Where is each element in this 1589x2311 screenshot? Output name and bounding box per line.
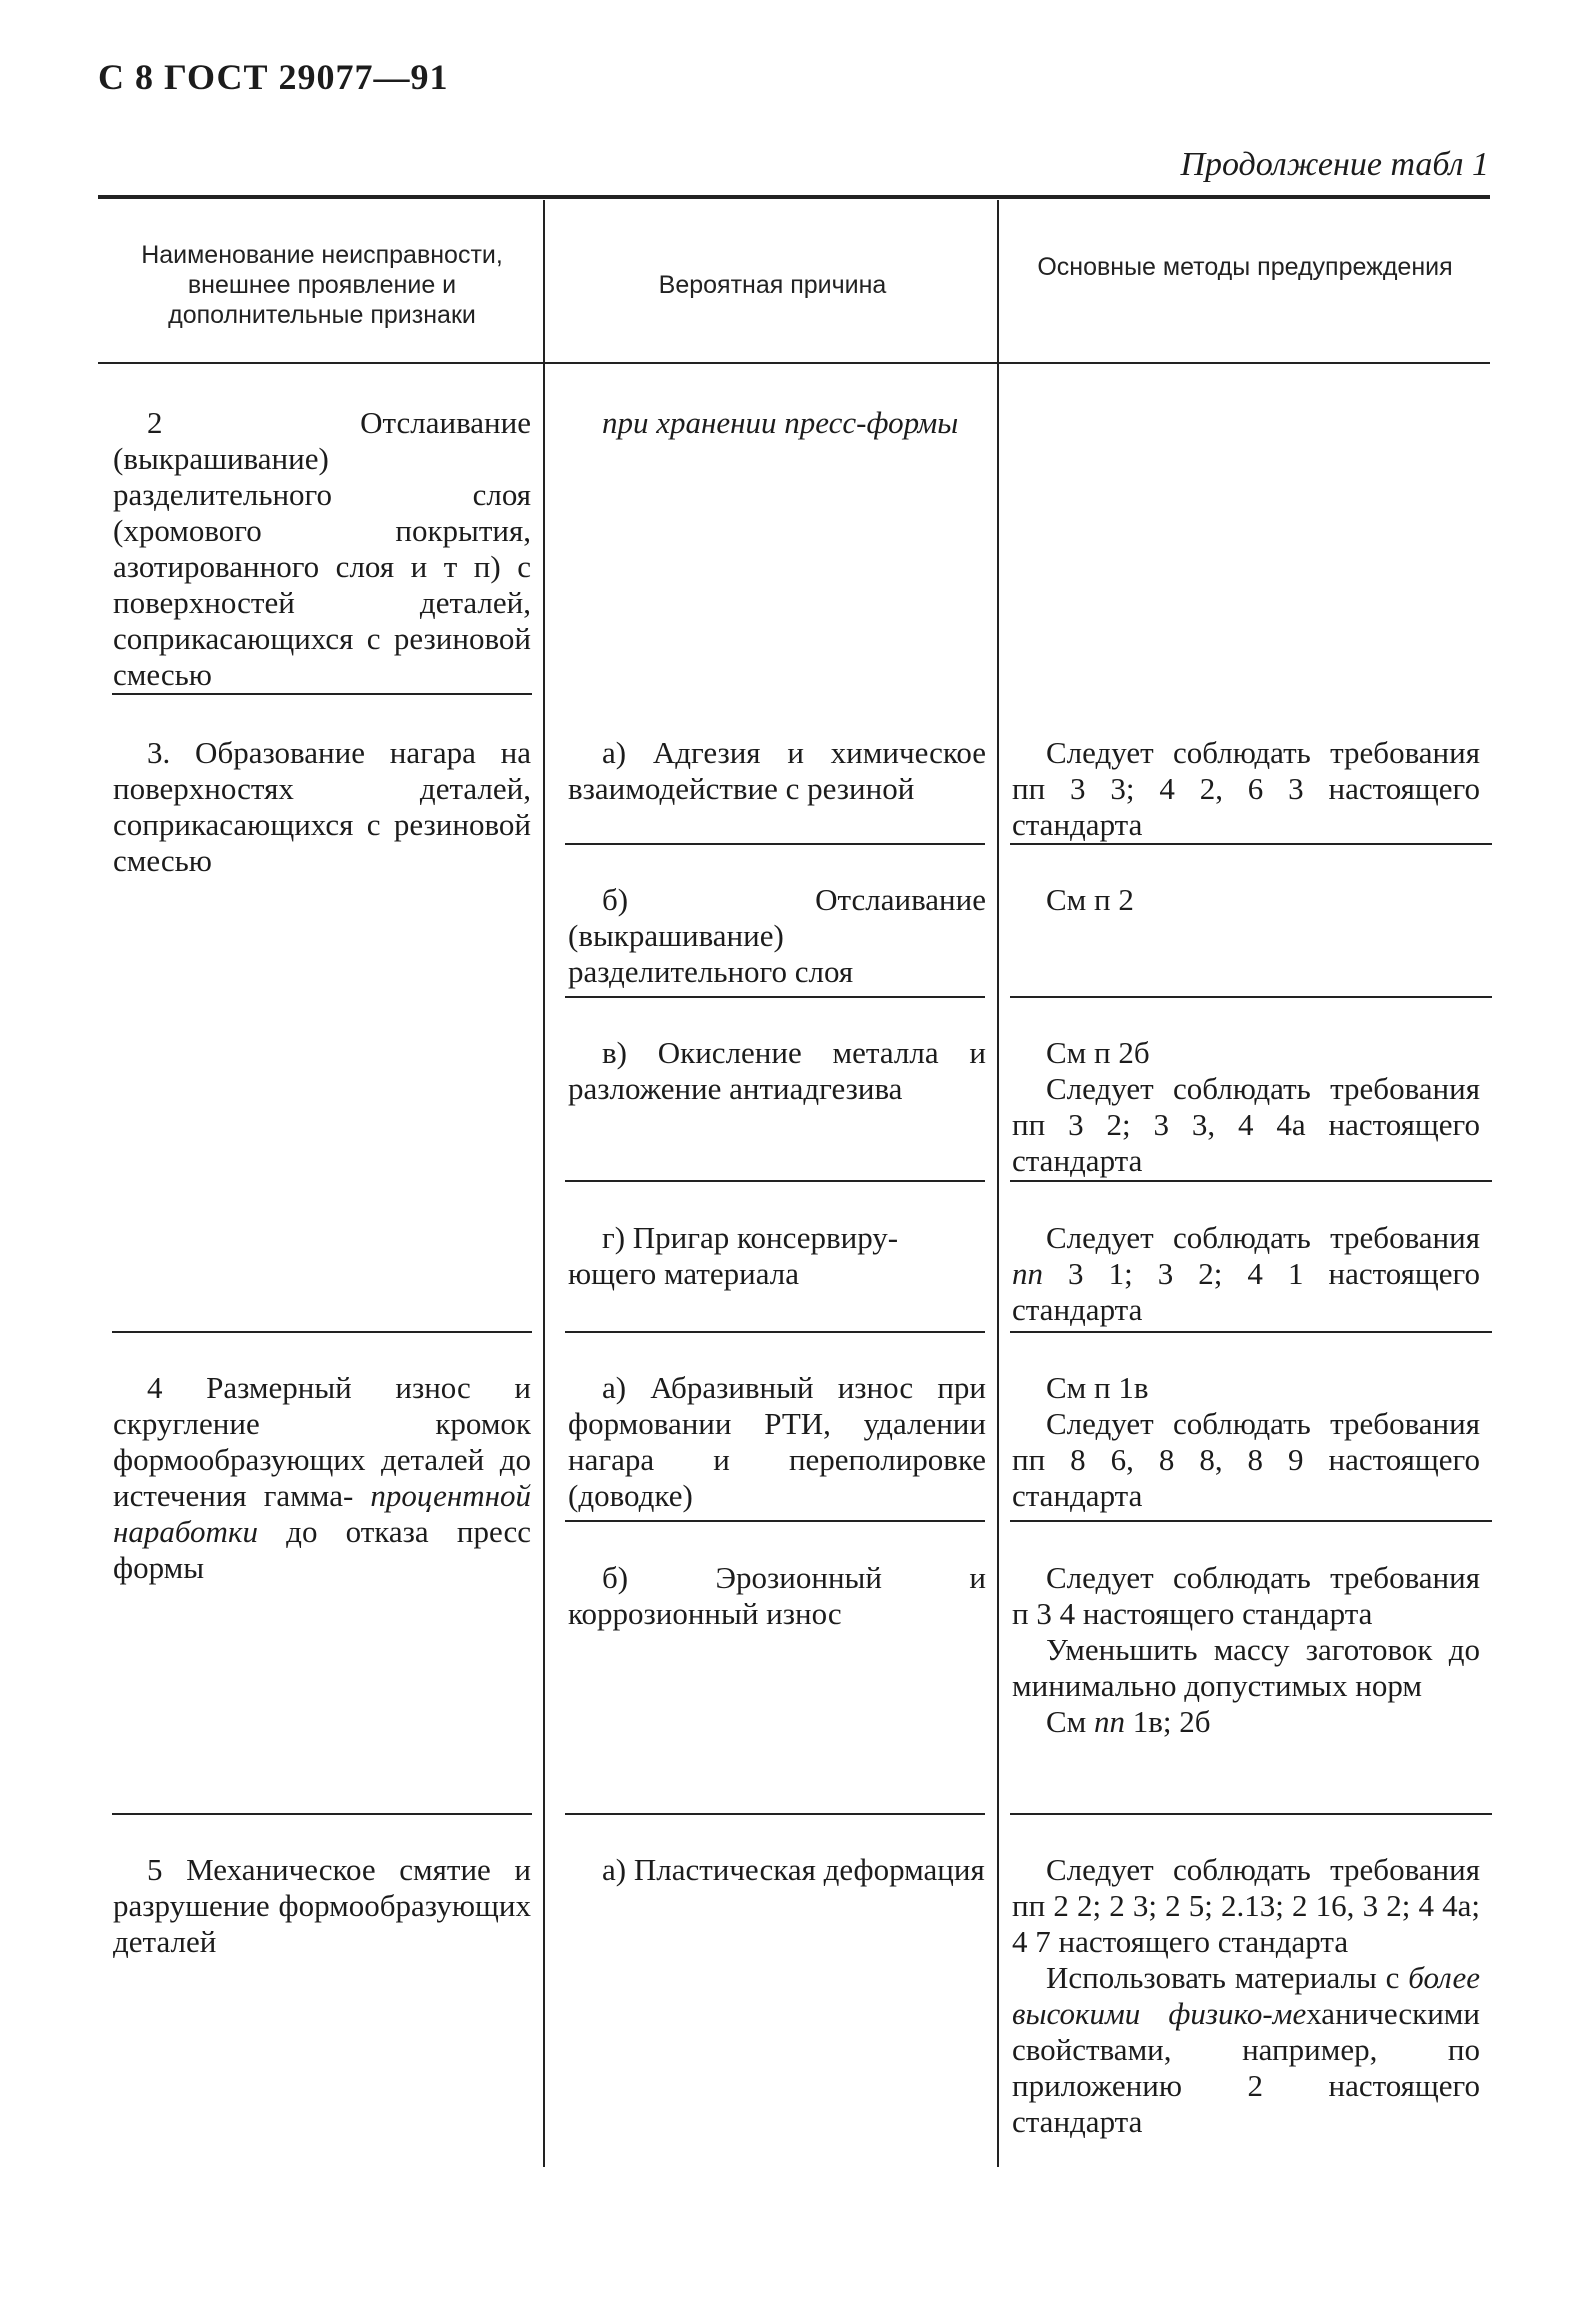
row3v-method-text: Следует соблюдать требования пп 3 2; 3 3, 4 4а настоящего стандарта bbox=[1012, 1071, 1480, 1178]
row3g-method-rule bbox=[1010, 1331, 1492, 1333]
row4b-cause bbox=[568, 1560, 986, 1632]
row4b-ref-it: пп bbox=[1094, 1704, 1126, 1739]
row4-fault-rule bbox=[112, 1813, 532, 1815]
row3v-cause-text: в) Окисление металла и разложение антиадгезива bbox=[568, 1035, 986, 1106]
row4a-cause bbox=[568, 1370, 986, 1514]
row3v-cause bbox=[568, 1035, 986, 1107]
row4-fault bbox=[113, 1370, 531, 1586]
row5-fault-text: 5 Механическое смятие и разрушение формообразующих деталей bbox=[113, 1852, 531, 1959]
row4b-cause-text: б) Эрозионный и коррозионный износ bbox=[568, 1560, 986, 1631]
row5a-cause bbox=[568, 1852, 986, 1888]
column-divider-1 bbox=[543, 200, 545, 2167]
table-continuation-label: Продолжение табл 1 bbox=[1180, 146, 1489, 183]
row3-fault-rule bbox=[112, 1331, 532, 1333]
row3g-cause-line1: г) Пригар консервиру- bbox=[602, 1220, 899, 1255]
row3-fault-text: 3. Образование нагара на поверхностях деталей, соприкасающихся с резиновой смесью bbox=[113, 735, 531, 878]
row3v-cause-rule bbox=[565, 1180, 985, 1182]
row4a-method-text: Следует соблюдать требования пп 8 6, 8 8, 8 9 настоящего стандарта bbox=[1012, 1406, 1480, 1513]
row5a-method2-pre: Использовать материалы с bbox=[1046, 1960, 1400, 1995]
table-top-rule bbox=[98, 195, 1490, 199]
column-divider-2 bbox=[997, 200, 999, 2167]
row3b-method bbox=[1012, 882, 1480, 918]
row3a-method-rule bbox=[1010, 843, 1492, 845]
row3g-cause bbox=[568, 1220, 986, 1292]
row3a-method-text: Следует соблюдать требования пп 3 3; 4 2, 6 3 настоящего стандарта bbox=[1012, 735, 1480, 842]
row5a-method2-post: ханическими свойствами, например, по приложению 2 настоящего стандарта bbox=[1012, 1996, 1480, 2139]
row4b-method-ref bbox=[1012, 1704, 1480, 1740]
page-header: С 8 ГОСТ 29077—91 bbox=[98, 57, 449, 97]
row5a-method bbox=[1012, 1852, 1480, 2140]
row3g-method bbox=[1012, 1220, 1480, 1328]
row4a-method-ref: См п 1в bbox=[1046, 1370, 1149, 1405]
row3g-method-text bbox=[1012, 1220, 1480, 1328]
row3g-method-pre: Следует соблюдать требования bbox=[1046, 1220, 1480, 1255]
row4a-cause-text: а) Абразивный износ при формовании РТИ, удалении нагара и переполировке (доводке) bbox=[568, 1370, 986, 1513]
row4-fault-pre: 4 Размерный износ и скругление кромок формообразующих деталей до истечения гамма- bbox=[113, 1370, 531, 1513]
row5a-cause-text: а) Пластическая деформация bbox=[602, 1852, 985, 1887]
row4a-cause-rule bbox=[565, 1520, 985, 1522]
row5-fault bbox=[113, 1852, 531, 1960]
row3b-cause bbox=[568, 882, 986, 990]
row2-cause bbox=[568, 405, 986, 441]
row3b-method-text: См п 2 bbox=[1046, 882, 1134, 917]
row4b-method-text2: Уменьшить массу заготовок до минимально допустимых норм bbox=[1012, 1632, 1480, 1703]
row4a-method-rule bbox=[1010, 1520, 1492, 1522]
row2-cause-text: при хранении пресс-формы bbox=[602, 405, 959, 440]
row4b-method-rule bbox=[1010, 1813, 1492, 1815]
column-header-fault: Наименование неисправности, внешнее проявление и дополнительные признаки bbox=[141, 241, 503, 329]
row5a-method-text2 bbox=[1012, 1960, 1480, 2140]
row2-fault-text: 2 Отслаивание (выкрашивание) разделительного слоя (хромового покрытия, азотированного слоя и т п) с поверхностей деталей, соприкасающихся с резиновой смесью bbox=[113, 405, 531, 692]
row3v-method bbox=[1012, 1035, 1480, 1179]
row3g-method-it: пп bbox=[1012, 1256, 1043, 1291]
column-header-cause: Вероятная причина bbox=[658, 271, 887, 299]
row4b-method bbox=[1012, 1560, 1480, 1740]
row3a-cause bbox=[568, 735, 986, 807]
row3-fault bbox=[113, 735, 531, 879]
row3v-method-ref: См п 2б bbox=[1046, 1035, 1150, 1070]
row5a-method2-it: более высокими физико-ме bbox=[1012, 1960, 1481, 2031]
row5a-method-text1: Следует соблюдать требования пп 2 2; 2 3; 2 5; 2.13; 2 16, 3 2; 4 4а; 4 7 настоящего стандарта bbox=[1012, 1852, 1480, 1959]
row3a-method bbox=[1012, 735, 1480, 843]
row4-fault-post: до отказа пресс формы bbox=[113, 1514, 531, 1585]
row3g-cause-rule bbox=[565, 1331, 985, 1333]
row2-fault bbox=[113, 405, 531, 693]
row3b-method-rule bbox=[1010, 996, 1492, 998]
row3g-cause-line2: ющего материала bbox=[568, 1256, 800, 1291]
row4b-cause-rule bbox=[565, 1813, 985, 1815]
header-bottom-rule bbox=[98, 362, 1490, 364]
row3b-cause-rule bbox=[565, 996, 985, 998]
row3b-cause-text: б) Отслаивание (выкрашивание) разделительного слоя bbox=[568, 882, 986, 989]
row4-fault-it: процентной наработки bbox=[113, 1478, 531, 1549]
row4-fault-text bbox=[113, 1370, 531, 1586]
row4b-ref-post: 1в; 2б bbox=[1132, 1704, 1211, 1739]
row3a-cause-text: а) Адгезия и химическое взаимодействие с резиной bbox=[568, 735, 986, 806]
column-header-methods: Основные методы предупреждения bbox=[1037, 253, 1453, 281]
row4a-method bbox=[1012, 1370, 1480, 1514]
row4b-ref-pre: См bbox=[1046, 1704, 1087, 1739]
row4b-method-text1: Следует соблюдать требования п 3 4 настоящего стандарта bbox=[1012, 1560, 1480, 1631]
row2-fault-rule bbox=[112, 693, 532, 695]
row3a-cause-rule bbox=[565, 843, 985, 845]
row3v-method-rule bbox=[1010, 1180, 1492, 1182]
row3g-method-post: 3 1; 3 2; 4 1 настоящего стандарта bbox=[1012, 1256, 1481, 1327]
